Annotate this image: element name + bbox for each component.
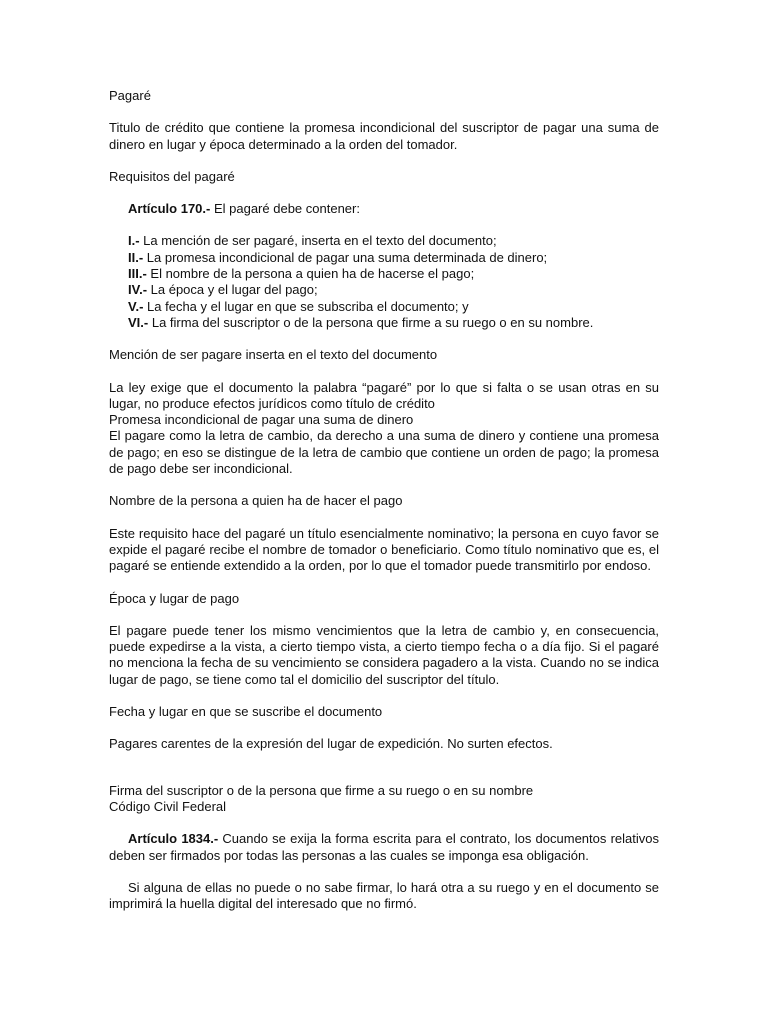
article-170: [109, 201, 659, 217]
list-item-number: V.-: [128, 298, 144, 314]
final-paragraph: Si alguna de ellas no puede o no sabe firmar, lo hará otra a su ruego y en el documento se imprimirá la huella digital del interesado que no firmó.: [109, 879, 659, 912]
list-item-text: La época y el lugar del pago;: [147, 282, 318, 298]
list-item-number: VI.-: [128, 314, 149, 330]
list-item-text: La mención de ser pagaré, inserta en el texto del documento;: [139, 233, 497, 249]
article-1834: [109, 831, 659, 864]
promesa-heading: Promesa incondicional de pagar una suma de dinero: [109, 412, 414, 428]
article-1834-text: Cuando se exija la forma escrita para el contrato, los documentos relativos deben ser firmados por todas las personas a las cuales se imponga esa obligación.: [109, 831, 659, 863]
list-item-number: IV.-: [128, 282, 148, 298]
requisitos-heading: Requisitos del pagaré: [109, 168, 235, 184]
requirements-list: [109, 233, 659, 331]
nombre-heading: Nombre de la persona a quien ha de hacer el pago: [109, 493, 403, 509]
article-170-text: El pagaré debe contener:: [210, 201, 360, 217]
fecha-heading: Fecha y lugar en que se suscribe el documento: [109, 704, 383, 720]
fecha-paragraph: Pagares carentes de la expresión del lugar de expedición. No surten efectos.: [109, 736, 553, 752]
list-item: [128, 250, 659, 266]
list-item-text: La firma del suscriptor o de la persona que firme a su ruego o en su nombre.: [148, 314, 594, 330]
list-item-number: III.-: [128, 266, 147, 282]
mencion-heading: Mención de ser pagare inserta en el texto del documento: [109, 347, 438, 363]
epoca-paragraph: El pagare puede tener los mismo vencimientos que la letra de cambio y, en consecuencia, puede expedirse a la vista, a cierto tiempo vista, a cierto tiempo fecha o a día fijo. Si el pagaré no menciona la fecha de su vencimiento se considera pagadero a la vista. Cuando no se indica lugar de pago, se tiene como tal el domicilio del suscriptor del título.: [109, 622, 659, 687]
definition-paragraph: Titulo de crédito que contiene la promesa incondicional del suscriptor de pagar una suma de dinero en lugar y época determinado a la orden del tomador.: [109, 120, 659, 152]
nombre-paragraph: Este requisito hace del pagaré un título esencialmente nominativo; la persona en cuyo favor se expide el pagaré recibe el nombre de tomador o beneficiario. Como título nominativo que es, el pagaré se entiende extendido a la orden, por lo que el tomador puede transmitirlo por endoso.: [109, 525, 659, 574]
list-item-number: I.-: [128, 233, 140, 249]
list-item: [128, 315, 659, 331]
codigo-heading: Código Civil Federal: [109, 798, 227, 814]
list-item: [128, 266, 659, 282]
list-item-text: La promesa incondicional de pagar una suma determinada de dinero;: [143, 249, 548, 265]
firma-heading: Firma del suscriptor o de la persona que firme a su ruego o en su nombre: [109, 782, 534, 798]
mencion-paragraph: La ley exige que el documento la palabra “pagaré” por lo que si falta o se usan otras en su lugar, no produce efectos jurídicos como título de crédito: [109, 379, 659, 411]
list-item-number: II.-: [128, 249, 144, 265]
list-item: [128, 299, 659, 315]
list-item-text: El nombre de la persona a quien ha de hacerse el pago;: [146, 266, 475, 282]
epoca-heading: Época y lugar de pago: [109, 590, 240, 606]
list-item: [128, 233, 659, 249]
promesa-paragraph: El pagare como la letra de cambio, da derecho a una suma de dinero y contiene una promesa de pago; en eso se distingue de la letra de cambio que contiene un orden de pago; la promesa de pago debe ser incondicional.: [109, 428, 659, 477]
list-item-text: La fecha y el lugar en que se subscriba el documento; y: [143, 298, 469, 314]
article-1834-label: Artículo 1834.-: [128, 831, 219, 847]
document-page: [109, 88, 659, 912]
doc-title: Pagaré: [109, 88, 151, 103]
article-170-label: Artículo 170.-: [128, 201, 211, 217]
list-item: [128, 282, 659, 298]
